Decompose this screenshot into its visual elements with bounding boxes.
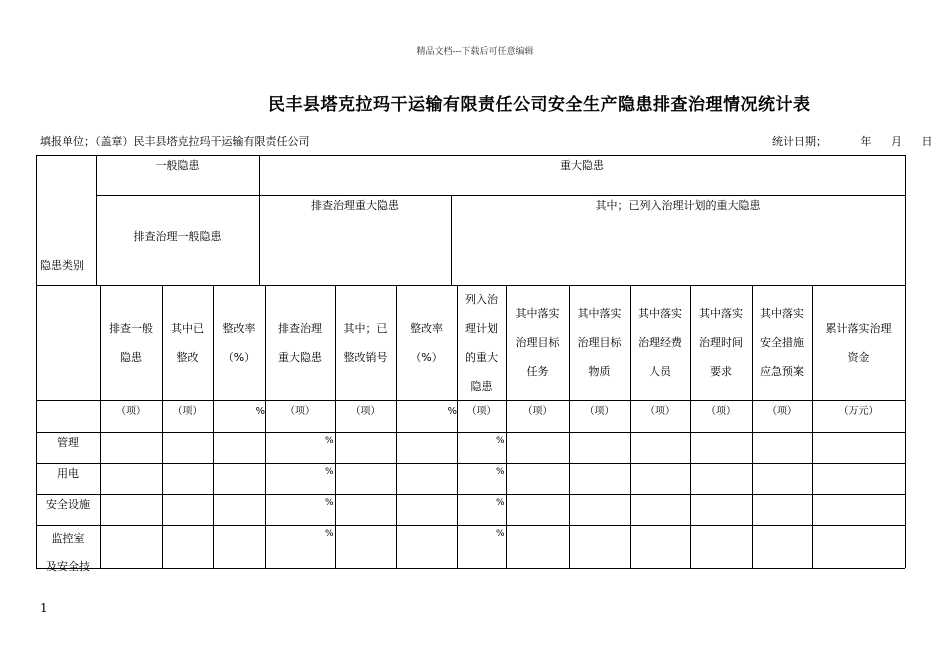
column-unit-12: （项） bbox=[767, 406, 797, 417]
column-unit-5: （项） bbox=[350, 406, 381, 417]
row-label-4: 监控室 及安全技 bbox=[46, 532, 90, 573]
pct-mark: % bbox=[496, 529, 505, 539]
header-line bbox=[36, 432, 905, 433]
column-header-10: 其中落实 治理经费 人员 bbox=[638, 307, 682, 378]
header-note: 精品文档---下载后可任意编辑 bbox=[416, 47, 534, 57]
column-header-5: 其中；已 整改销号 bbox=[343, 321, 388, 364]
header-general: 一般隐患 bbox=[155, 159, 200, 172]
column-unit-10: （项） bbox=[645, 406, 675, 417]
fill-unit: 填报单位；（盖章）民丰县塔克拉玛干运输有限责任公司 bbox=[40, 135, 310, 148]
column-header-9: 其中落实 治理目标 物质 bbox=[577, 307, 622, 378]
row-line bbox=[36, 525, 905, 526]
column-header-11: 其中落实 治理时间 要求 bbox=[699, 307, 743, 378]
column-unit-7: （项） bbox=[466, 406, 497, 417]
row-label-2: 用电 bbox=[57, 467, 79, 480]
stat-date-month: 月 bbox=[891, 135, 902, 148]
pct-mark: % bbox=[325, 436, 334, 446]
pct-mark: % bbox=[325, 467, 334, 477]
pct-mark: % bbox=[496, 498, 505, 508]
header-major-sub: 排查治理重大隐患 bbox=[311, 199, 399, 212]
column-header-4: 排查治理 重大隐患 bbox=[278, 321, 322, 364]
pct-mark: % bbox=[496, 467, 505, 477]
header-major-plan: 其中；已列入治理计划的重大隐患 bbox=[595, 199, 761, 212]
row-label-3: 安全设施 bbox=[46, 498, 90, 511]
column-unit-8: （项） bbox=[522, 406, 553, 417]
stat-date-year: 年 bbox=[860, 135, 872, 148]
column-header-6: 整改率 （%） bbox=[410, 321, 443, 364]
header-general-sub: 排查治理一般隐患 bbox=[133, 230, 222, 243]
column-header-13: 累计落实治理 资金 bbox=[825, 321, 892, 364]
column-header-12: 其中落实 安全措施 应急预案 bbox=[760, 307, 804, 378]
row-label-1: 管理 bbox=[57, 436, 79, 449]
column-unit-4: （项） bbox=[285, 406, 315, 417]
column-unit-9: （项） bbox=[584, 406, 615, 417]
row-line bbox=[36, 494, 905, 495]
pct-mark: % bbox=[325, 529, 334, 539]
row-line bbox=[36, 463, 905, 464]
row-label-header: 隐患类别 bbox=[40, 259, 84, 272]
column-header-3: 整改率 （%） bbox=[222, 321, 256, 364]
stat-date-day: 日 bbox=[921, 135, 933, 148]
column-unit-11: （项） bbox=[706, 406, 736, 417]
column-header-7: 列入治 理计划 的重大 隐患 bbox=[465, 292, 498, 393]
page-number: 1 bbox=[40, 601, 48, 615]
row-line bbox=[36, 568, 905, 569]
pct-mark: % bbox=[325, 498, 334, 508]
column-unit-3: % bbox=[255, 406, 265, 417]
column-unit-13: （万元） bbox=[838, 406, 879, 417]
column-header-1: 排查一般 隐患 bbox=[109, 321, 153, 364]
column-header-2: 其中已 整改 bbox=[171, 321, 204, 364]
pct-mark: % bbox=[496, 436, 505, 446]
column-header-8: 其中落实 治理目标 任务 bbox=[515, 307, 560, 378]
header-major: 重大隐患 bbox=[560, 159, 604, 172]
column-unit-6: % bbox=[447, 406, 457, 417]
column-unit-1: （项） bbox=[116, 406, 146, 417]
table-right-border bbox=[905, 155, 906, 568]
page-title: 民丰县塔克拉玛干运输有限责任公司安全生产隐患排查治理情况统计表 bbox=[268, 95, 811, 115]
column-unit-2: （项） bbox=[172, 406, 203, 417]
stat-date-label: 统计日期； bbox=[772, 135, 827, 148]
